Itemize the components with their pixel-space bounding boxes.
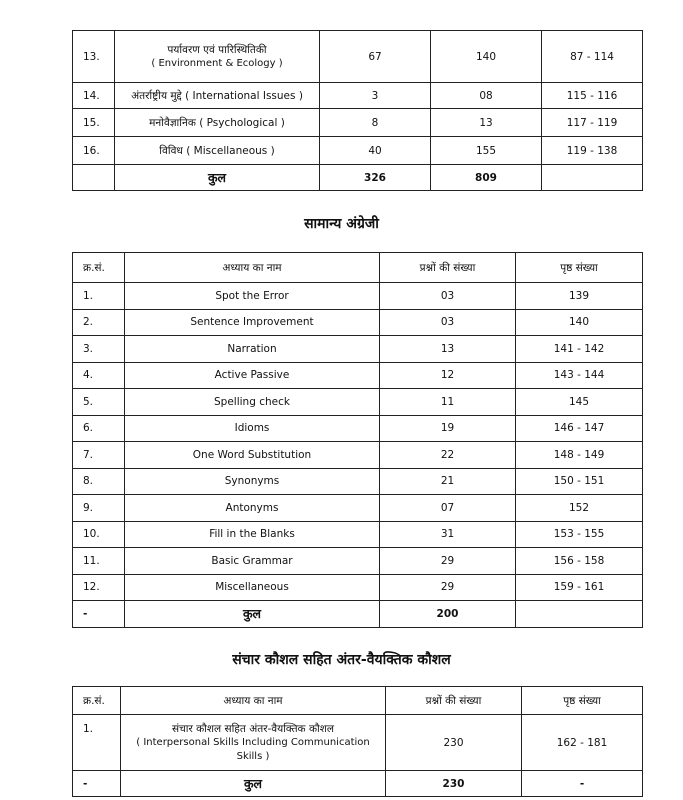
total-count: 155	[431, 137, 542, 165]
chapter-name: Synonyms	[125, 468, 380, 495]
page-range: 145	[516, 389, 643, 416]
chapter-name: Basic Grammar	[125, 548, 380, 575]
page-range: 148 - 149	[516, 442, 643, 469]
total-label: कुल	[121, 771, 386, 797]
serial-number: 15.	[73, 109, 115, 137]
page-range: 115 - 116	[542, 83, 643, 109]
page-range: 140	[516, 309, 643, 336]
chapter-name: Spelling check	[125, 389, 380, 416]
header-page-number: पृष्ठ संख्या	[516, 253, 643, 283]
empty-cell	[73, 165, 115, 191]
header-question-count: प्रश्नों की संख्या	[380, 253, 516, 283]
total-questions: 326	[320, 165, 431, 191]
chapter-name: Idioms	[125, 415, 380, 442]
table-header-row	[73, 253, 643, 283]
empty-cell	[542, 165, 643, 191]
table-row	[73, 442, 643, 469]
page-range: 143 - 144	[516, 362, 643, 389]
question-count: 13	[380, 336, 516, 363]
table-row	[73, 31, 643, 83]
question-count: 67	[320, 31, 431, 83]
total-count: 809	[431, 165, 542, 191]
table-row	[73, 362, 643, 389]
question-count: 40	[320, 137, 431, 165]
serial-number: 4.	[73, 362, 125, 389]
serial-number: 16.	[73, 137, 115, 165]
total-label: कुल	[115, 165, 320, 191]
serial-number: 6.	[73, 415, 125, 442]
table-row	[73, 548, 643, 575]
page-range: 139	[516, 283, 643, 310]
question-count: 07	[380, 495, 516, 522]
table-interpersonal-skills	[72, 686, 643, 797]
table-row	[73, 336, 643, 363]
page-range: 119 - 138	[542, 137, 643, 165]
question-count: 19	[380, 415, 516, 442]
header-serial: क्र.सं.	[73, 687, 121, 715]
serial-number: -	[73, 601, 125, 628]
question-count: 29	[380, 574, 516, 601]
table-row	[73, 468, 643, 495]
table-total-row	[73, 601, 643, 628]
chapter-name: Miscellaneous	[125, 574, 380, 601]
total-count: 08	[431, 83, 542, 109]
question-count: 3	[320, 83, 431, 109]
total-questions: 200	[380, 601, 516, 628]
question-count: 22	[380, 442, 516, 469]
total-pages: -	[522, 771, 643, 797]
serial-number: -	[73, 771, 121, 797]
serial-number: 8.	[73, 468, 125, 495]
chapter-name: One Word Substitution	[125, 442, 380, 469]
page-range: 146 - 147	[516, 415, 643, 442]
question-count: 8	[320, 109, 431, 137]
table-row	[73, 137, 643, 165]
table-row	[73, 83, 643, 109]
table-row	[73, 521, 643, 548]
total-label: कुल	[125, 601, 380, 628]
chapter-name-english: ( Interpersonal Skills Including Communication Skills )	[136, 736, 370, 762]
chapter-name: Fill in the Blanks	[125, 521, 380, 548]
header-chapter-name: अध्याय का नाम	[121, 687, 386, 715]
page-range: 162 - 181	[522, 715, 643, 771]
serial-number: 3.	[73, 336, 125, 363]
page-range: 150 - 151	[516, 468, 643, 495]
chapter-name: Sentence Improvement	[125, 309, 380, 336]
chapter-name: विविध ( Miscellaneous )	[115, 137, 320, 165]
serial-number: 1.	[73, 715, 121, 771]
header-question-count: प्रश्नों की संख्या	[386, 687, 522, 715]
chapter-name	[115, 31, 320, 83]
chapter-name: Spot the Error	[125, 283, 380, 310]
table-total-row	[73, 771, 643, 797]
table-row	[73, 389, 643, 416]
serial-number: 10.	[73, 521, 125, 548]
page-range: 159 - 161	[516, 574, 643, 601]
table-header-row	[73, 687, 643, 715]
question-count: 03	[380, 283, 516, 310]
section-title-interpersonal-skills: संचार कौशल सहित अंतर-वैयक्तिक कौशल	[232, 652, 451, 668]
serial-number: 7.	[73, 442, 125, 469]
table-row	[73, 574, 643, 601]
serial-number: 12.	[73, 574, 125, 601]
page-range: 153 - 155	[516, 521, 643, 548]
table-row	[73, 283, 643, 310]
chapter-name: Active Passive	[125, 362, 380, 389]
serial-number: 2.	[73, 309, 125, 336]
page-range: 87 - 114	[542, 31, 643, 83]
total-count: 140	[431, 31, 542, 83]
total-pages	[516, 601, 643, 628]
table-row	[73, 309, 643, 336]
page-range: 156 - 158	[516, 548, 643, 575]
table-row	[73, 715, 643, 771]
table-row	[73, 495, 643, 522]
chapter-name-hindi: पर्यावरण एवं पारिस्थितिकी	[167, 43, 267, 56]
table-row	[73, 109, 643, 137]
question-count: 29	[380, 548, 516, 575]
page-range: 117 - 119	[542, 109, 643, 137]
table-total-row	[73, 165, 643, 191]
header-chapter-name: अध्याय का नाम	[125, 253, 380, 283]
serial-number: 9.	[73, 495, 125, 522]
chapter-name-hindi: संचार कौशल सहित अंतर-वैयक्तिक कौशल	[171, 722, 334, 735]
chapter-name	[121, 715, 386, 771]
serial-number: 11.	[73, 548, 125, 575]
table-row	[73, 415, 643, 442]
header-page-number: पृष्ठ संख्या	[522, 687, 643, 715]
section-title-general-english: सामान्य अंग्रेजी	[304, 216, 379, 232]
page-range: 141 - 142	[516, 336, 643, 363]
table-general-english	[72, 252, 643, 628]
question-count: 230	[386, 715, 522, 771]
serial-number: 1.	[73, 283, 125, 310]
total-count: 13	[431, 109, 542, 137]
page-range: 152	[516, 495, 643, 522]
serial-number: 14.	[73, 83, 115, 109]
chapter-name-english: ( Environment & Ecology )	[151, 57, 283, 69]
chapter-name: मनोवैज्ञानिक ( Psychological )	[115, 109, 320, 137]
serial-number: 5.	[73, 389, 125, 416]
chapter-name: Narration	[125, 336, 380, 363]
table-general-studies-continued	[72, 30, 643, 191]
question-count: 21	[380, 468, 516, 495]
chapter-name: Antonyms	[125, 495, 380, 522]
serial-number: 13.	[73, 31, 115, 83]
question-count: 11	[380, 389, 516, 416]
header-serial: क्र.सं.	[73, 253, 125, 283]
total-questions: 230	[386, 771, 522, 797]
question-count: 03	[380, 309, 516, 336]
question-count: 31	[380, 521, 516, 548]
chapter-name: अंतर्राष्ट्रीय मुद्दे ( International Issues )	[115, 83, 320, 109]
question-count: 12	[380, 362, 516, 389]
